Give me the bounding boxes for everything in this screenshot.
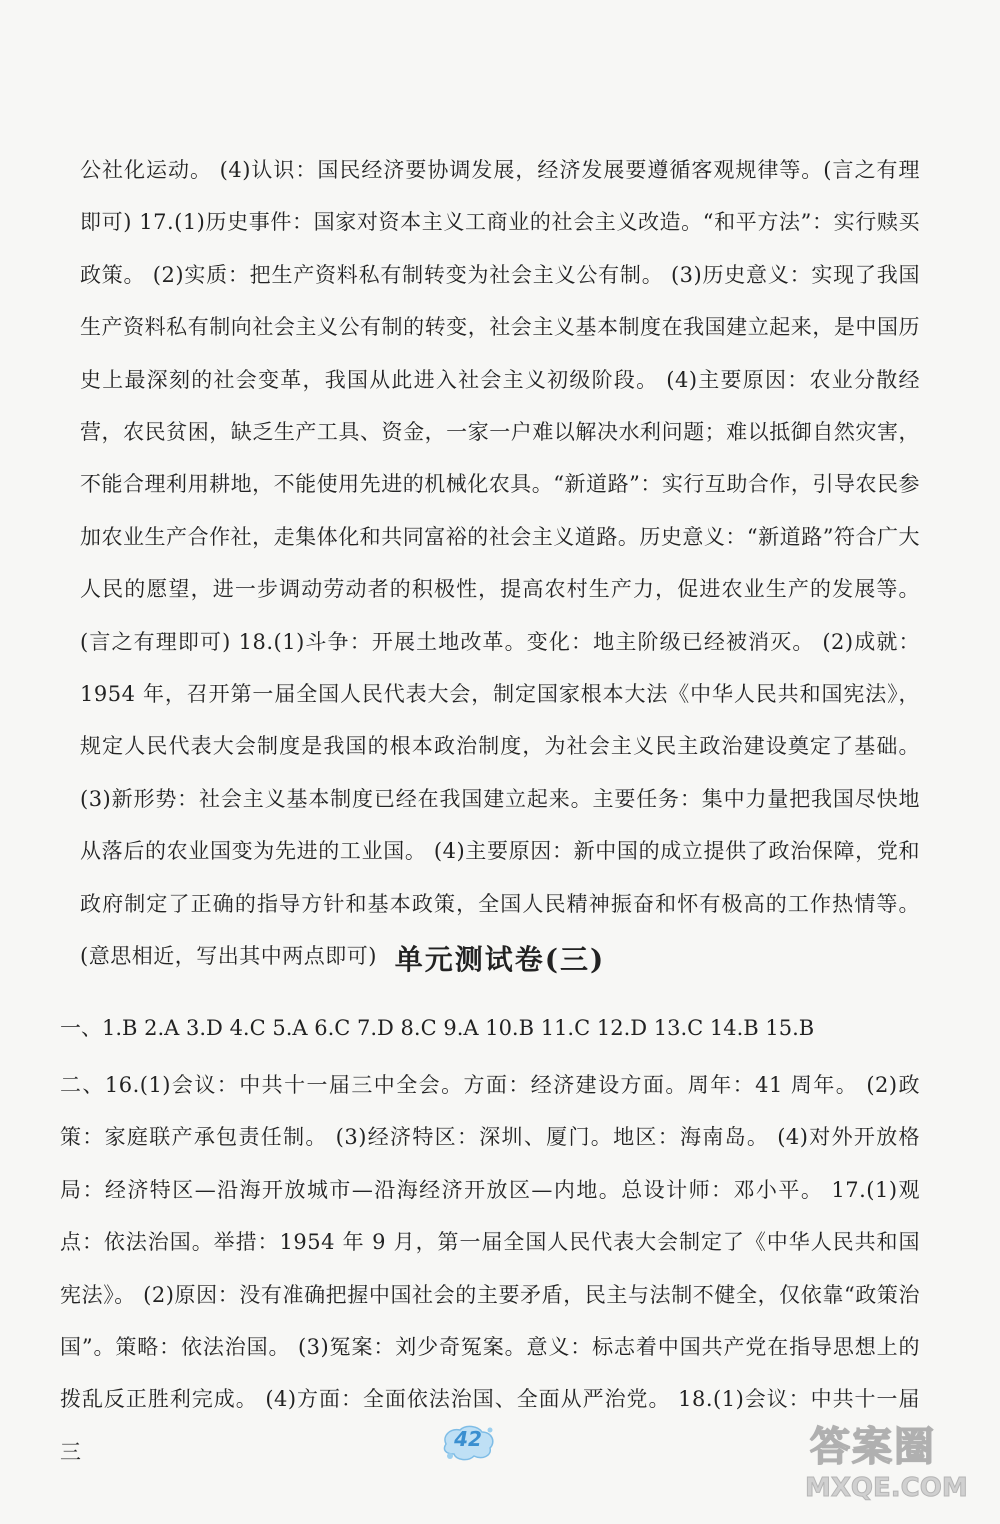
watermark-text: 答案圈 — [810, 1424, 936, 1470]
watermark-url: MXQE.COM — [805, 1473, 968, 1503]
page-number: 42 — [454, 1427, 482, 1451]
multiple-choice-answers: 一、1.B 2.A 3.D 4.C 5.A 6.C 7.D 8.C 9.A 10.B 11.C 12.D 13.C 14.B 15.B — [60, 1016, 815, 1040]
page-number-badge — [438, 1422, 498, 1462]
answer-paragraph-part2: 二、16.(1)会议：中共十一届三中全会。方面：经济建设方面。周年：41 周年。 (2)政策：家庭联产承包责任制。 (3)经济特区：深圳、厦门。地区：海南岛。 (4)对外开放格局：经济特区—沿海开放城市—沿海经济开放区—内地。总设计师：邓小平。 17.(1)观点：依法治国。举措：1954 年 9 月，第一届全国人民代表大会制定了《中华人民共和国宪法》。 (2)原因：没有准确把握中国社会的主要矛盾，民主与法制不健全，仅依靠“政策治国”。策略：依法治国。 (3)冤案：刘少奇冤案。意义：标志着中国共产党在指导思想上的拨乱反正胜利完成。 (4)方面：全面依法治国、全面从严治党。 18.(1)会议：中共十一届三 — [60, 1073, 920, 1464]
watermark-logo — [800, 1415, 990, 1515]
answer-paragraph-continued: 公社化运动。 (4)认识：国民经济要协调发展，经济发展要遵循客观规律等。(言之有理即可) 17.(1)历史事件：国家对资本主义工商业的社会主义改造。“和平方法”：实行赎买政策。 (2)实质：把生产资料私有制转变为社会主义公有制。 (3)历史意义：实现了我国生产资料私有制向社会主义公有制的转变，社会主义基本制度在我国建立起来，是中国历史上最深刻的社会变革，我国从此进入社会主义初级阶段。 (4)主要原因：农业分散经营，农民贫困，缺乏生产工具、资金，一家一户难以解决水利问题；难以抵御自然灾害，不能合理利用耕地，不能使用先进的机械化农具。“新道路”：实行互助合作，引导农民参加农业生产合作社，走集体化和共同富裕的社会主义道路。历史意义：“新道路”符合广大人民的愿望，进一步调动劳动者的积极性，提高农村生产力，促进农业生产的发展等。(言之有理即可) 18.(1)斗争：开展土地改革。变化：地主阶级已经被消灭。 (2)成就：1954 年，召开第一届全国人民代表大会，制定国家根本大法《中华人民共和国宪法》，规定人民代表大会制度是我国的根本政治制度，为社会主义民主政治建设奠定了基础。 (3)新形势：社会主义基本制度已经在我国建立起来。主要任务：集中力量把我国尽快地从落后的农业国变为先进的工业国。 (4)主要原因：新中国的成立提供了政治保障，党和政府制定了正确的指导方针和基本政策，全国人民精神振奋和怀有极高的工作热情等。(意思相近，写出其中两点即可) — [80, 158, 920, 969]
unit-test-title: 单元测试卷(三) — [394, 943, 606, 976]
